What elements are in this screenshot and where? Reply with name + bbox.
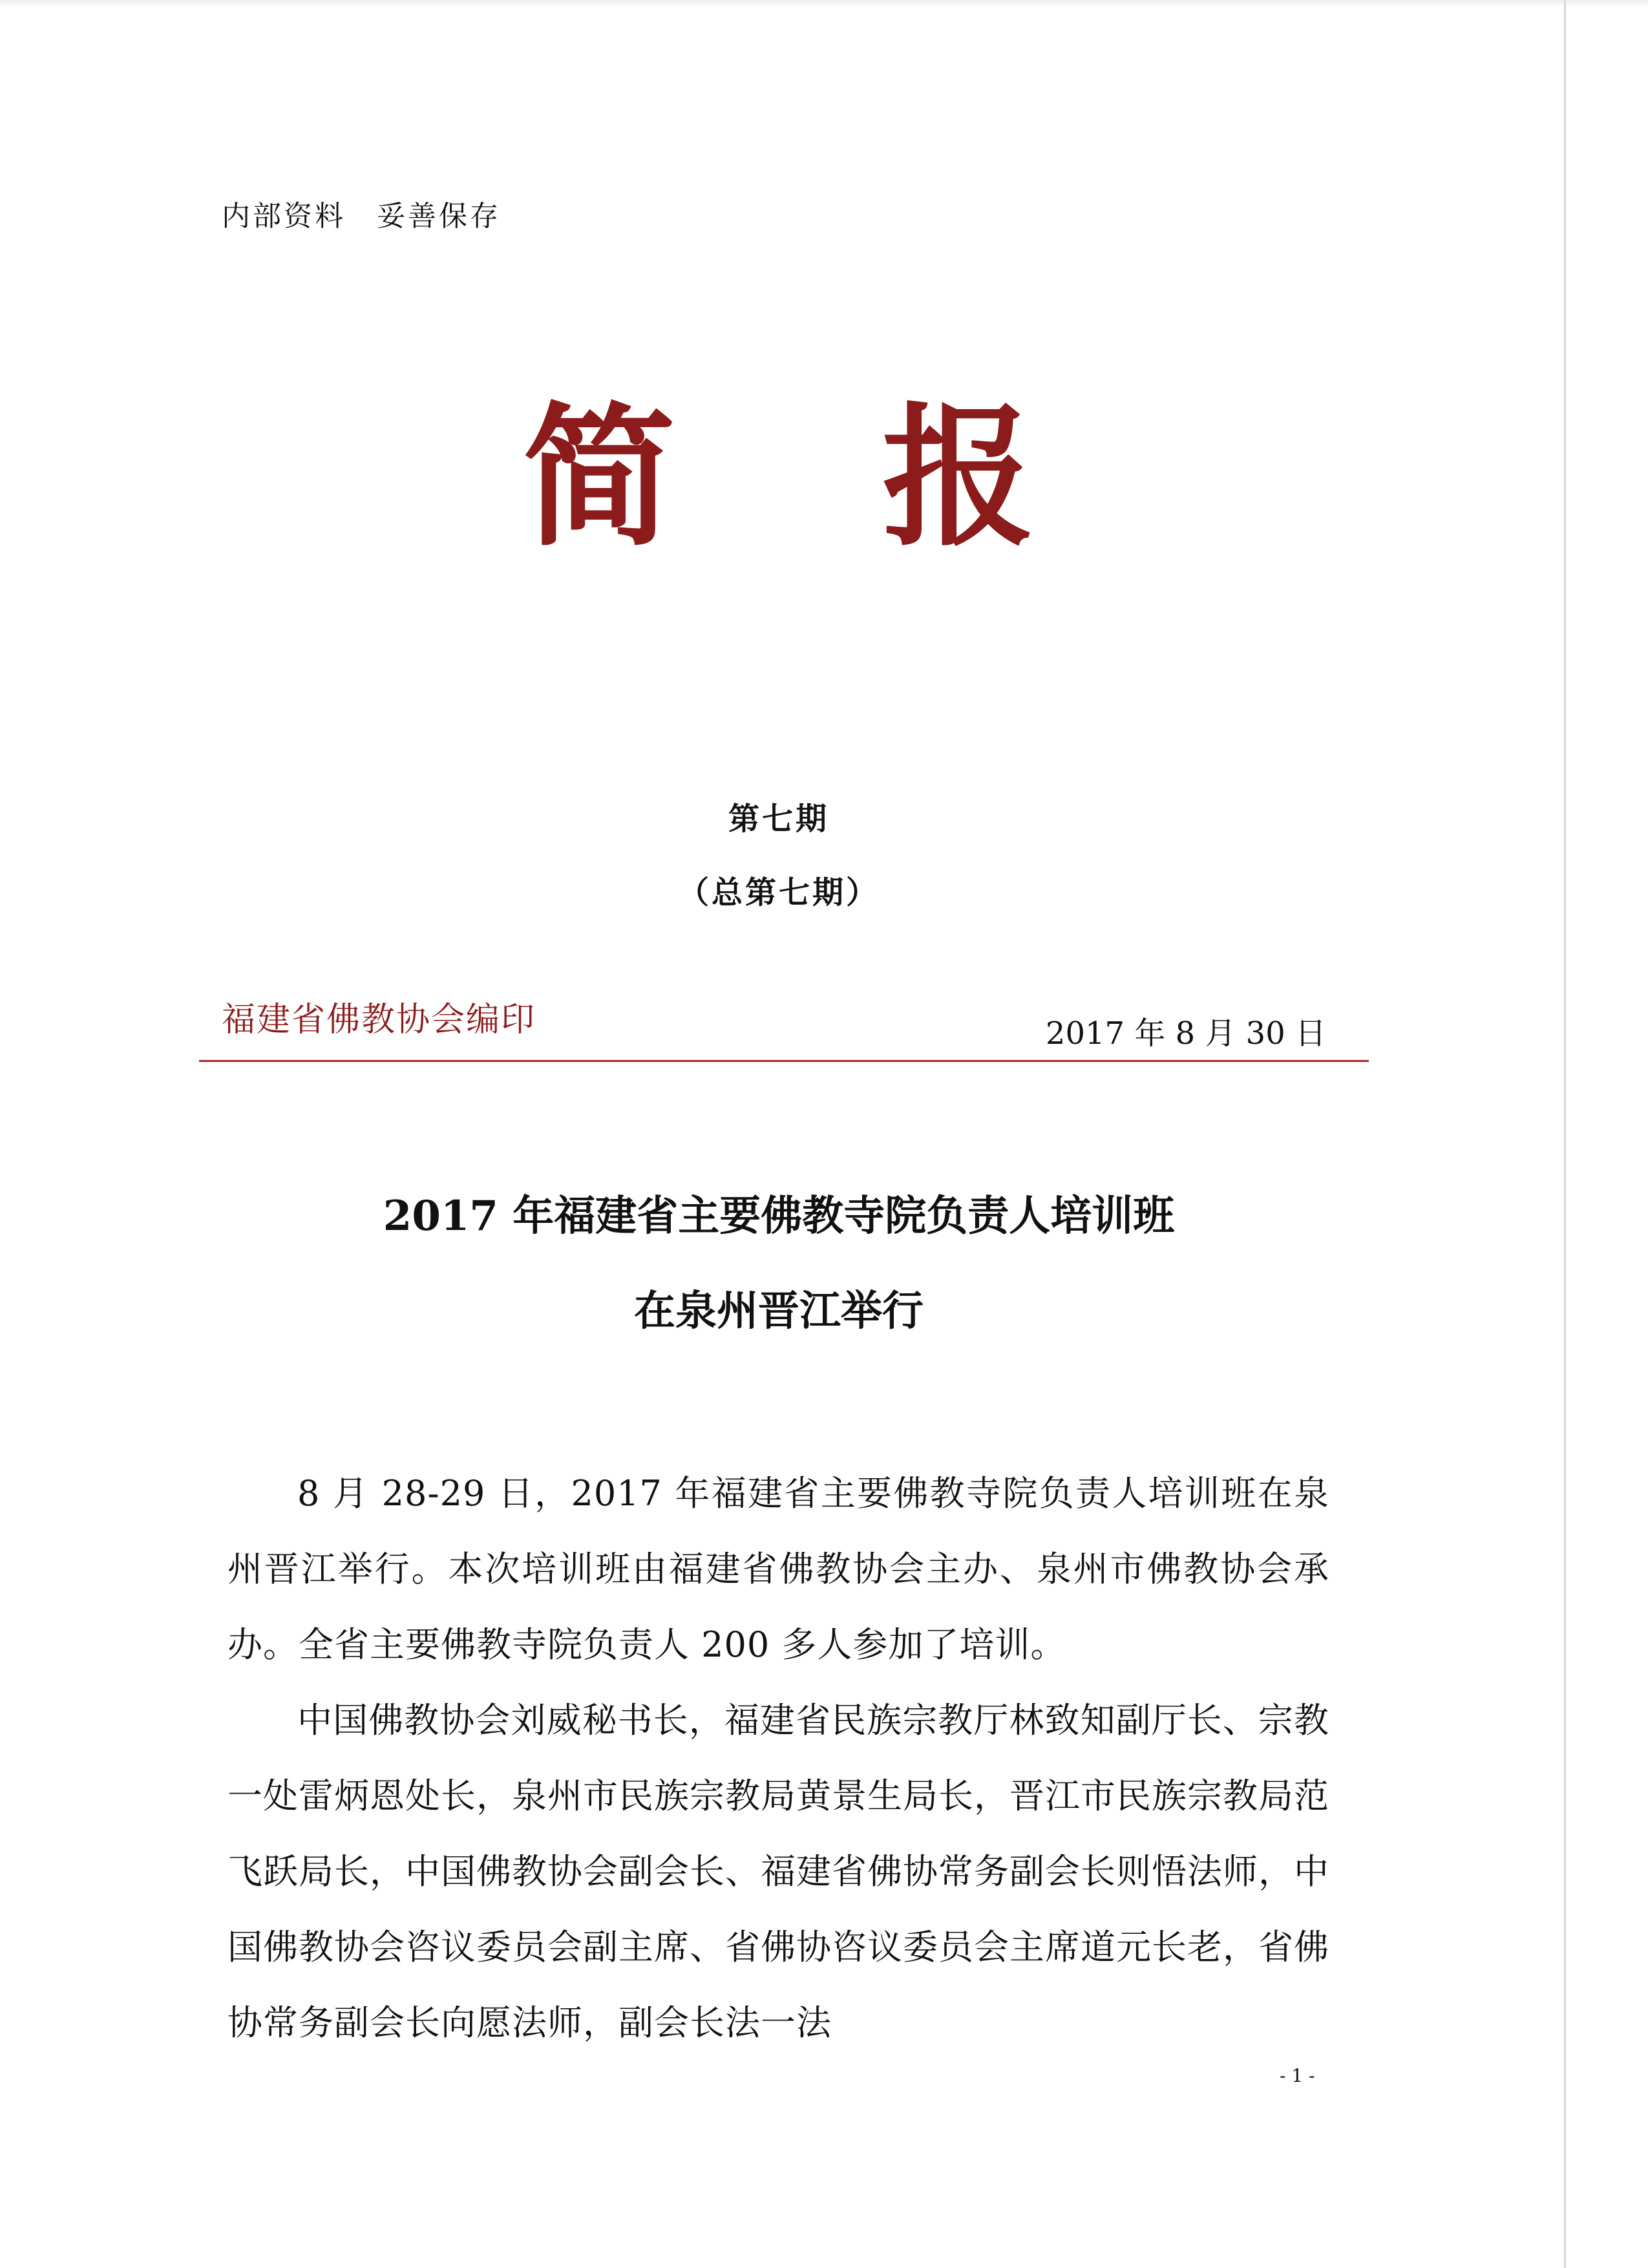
classification-label: 内部资料 妥善保存 [222,200,501,233]
scan-edge-top [0,0,1648,6]
page-number: - 1 - [1280,2065,1315,2086]
publisher-name: 福建省佛教协会编印 [222,1001,536,1039]
article-paragraph-1: 8 月 28-29 日，2017 年福建省主要佛教寺院负责人培训班在泉州晋江举行。本次培训班由福建省佛教协会主办、泉州市佛教协会承办。全省主要佛教寺院负责人 200 多人参加了培训。 [227,1473,1329,1665]
article-headline-line1: 2017 年福建省主要佛教寺院负责人培训班 [383,1192,1175,1240]
article-paragraph-2: 中国佛教协会刘威秘书长，福建省民族宗教厅林致知副厅长、宗教一处雷炳恩处长，泉州市民族宗教局黄景生局长，晋江市民族宗教局范飞跃局长，中国佛教协会副会长、福建省佛协常务副会长则悟法师，中国佛教协会咨议委员会副主席、省佛协咨议委员会主席道元长老，省佛协常务副会长向愿法师，副会长法一法 [227,1700,1329,2043]
issue-number: 第七期 [728,801,829,837]
scan-edge-right [1564,0,1566,2268]
issue-total: （总第七期） [677,874,880,911]
masthead-title: 简报 [522,387,1241,567]
publication-date: 2017 年 8 月 30 日 [1045,1015,1326,1052]
red-divider-rule [199,1060,1369,1062]
article-body [227,1456,1329,2061]
article-headline-line2: 在泉州晋江举行 [634,1287,924,1335]
